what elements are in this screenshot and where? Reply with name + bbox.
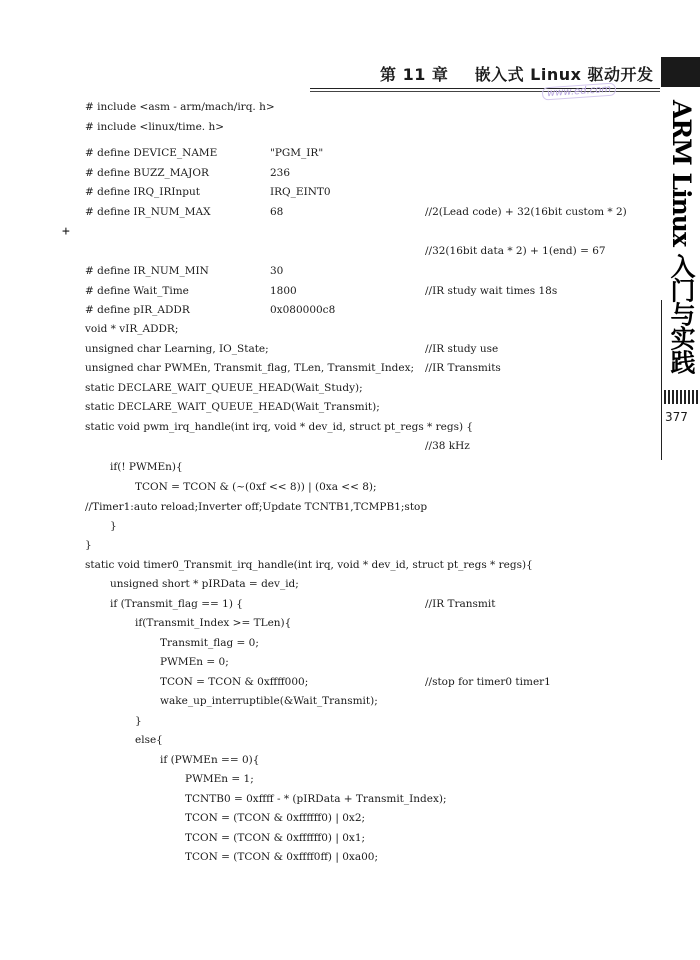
side-decoration bbox=[664, 390, 698, 404]
code-line: # define Wait_Time bbox=[85, 285, 189, 297]
code-line: TCNTB0 = 0xffff - * (pIRData + Transmit_Index); bbox=[185, 793, 447, 805]
code-value: IRQ_EINT0 bbox=[270, 186, 331, 198]
corner-block bbox=[661, 57, 700, 87]
chapter-number: 第 11 章 bbox=[380, 65, 449, 84]
code-line: if(Transmit_Index >= TLen){ bbox=[135, 617, 292, 629]
code-line: # define IR_NUM_MAX bbox=[85, 206, 211, 218]
code-value: 0x080000c8 bbox=[270, 304, 336, 316]
code-value: 236 bbox=[270, 167, 291, 179]
code-comment: //32(16bit data * 2) + 1(end) = 67 bbox=[425, 245, 606, 257]
code-line: static void timer0_Transmit_irq_handle(int irq, void * dev_id, struct pt_regs * regs){ bbox=[85, 559, 533, 571]
code-line: # define pIR_ADDR bbox=[85, 304, 190, 316]
code-line: if(! PWMEn){ bbox=[110, 461, 183, 473]
code-line: PWMEn = 1; bbox=[185, 773, 254, 785]
margin-mark: + bbox=[62, 224, 70, 239]
code-line: void * vIR_ADDR; bbox=[85, 323, 179, 335]
code-line: TCON = TCON & 0xffff000; bbox=[160, 676, 309, 688]
code-line: } bbox=[110, 520, 117, 532]
code-line: TCON = (TCON & 0xffffff0) | 0x2; bbox=[185, 812, 366, 824]
code-line: unsigned char Learning, IO_State; bbox=[85, 343, 269, 355]
code-line: static DECLARE_WAIT_QUEUE_HEAD(Wait_Transmit); bbox=[85, 401, 380, 413]
code-line: TCON = TCON & (~(0xf << 8)) | (0xa << 8); bbox=[135, 481, 377, 493]
code-comment: //2(Lead code) + 32(16bit custom * 2) bbox=[425, 206, 627, 218]
code-line: unsigned char PWMEn, Transmit_flag, TLen, Transmit_Index; bbox=[85, 362, 415, 374]
code-comment: //IR study use bbox=[425, 343, 499, 355]
code-line: # define BUZZ_MAJOR bbox=[85, 167, 209, 179]
code-value: 1800 bbox=[270, 285, 297, 297]
code-line: else{ bbox=[135, 734, 163, 746]
chapter-title: 嵌入式 Linux 驱动开发 bbox=[474, 65, 654, 84]
code-comment: //38 kHz bbox=[425, 440, 470, 452]
page-number: 377 bbox=[665, 410, 688, 424]
code-line: } bbox=[85, 539, 92, 551]
code-line: # define IRQ_IRInput bbox=[85, 186, 200, 198]
code-line: unsigned short * pIRData = dev_id; bbox=[110, 578, 299, 590]
code-line: # include <linux/time. h> bbox=[85, 121, 225, 133]
code-comment: //IR Transmit bbox=[425, 598, 496, 610]
code-line: TCON = (TCON & 0xffff0ff) | 0xa00; bbox=[185, 851, 378, 863]
code-line: Transmit_flag = 0; bbox=[160, 637, 259, 649]
code-line: } bbox=[135, 715, 142, 727]
code-value: 30 bbox=[270, 265, 284, 277]
code-line: TCON = (TCON & 0xffffff0) | 0x1; bbox=[185, 832, 366, 844]
chapter-header bbox=[380, 62, 654, 85]
side-rule bbox=[661, 300, 662, 460]
code-comment: //stop for timer0 timer1 bbox=[425, 676, 551, 688]
watermark-stamp: www.ed.com bbox=[542, 82, 617, 100]
code-line: wake_up_interruptible(&Wait_Transmit); bbox=[160, 695, 378, 707]
code-line: if (Transmit_flag == 1) { bbox=[110, 598, 243, 610]
code-value: 68 bbox=[270, 206, 284, 218]
code-comment: //Timer1:auto reload;Inverter off;Update TCNTB1,TCMPB1;stop bbox=[85, 501, 428, 513]
code-line: # define IR_NUM_MIN bbox=[85, 265, 209, 277]
code-comment: //IR Transmits bbox=[425, 362, 501, 374]
code-line: # include <asm - arm/mach/irq. h> bbox=[85, 101, 275, 113]
code-value: "PGM_IR" bbox=[270, 147, 324, 159]
code-line: static DECLARE_WAIT_QUEUE_HEAD(Wait_Study); bbox=[85, 382, 363, 394]
code-line: if (PWMEn == 0){ bbox=[160, 754, 260, 766]
code-line: PWMEn = 0; bbox=[160, 656, 229, 668]
side-book-title: ARM Linux 入门与实践 bbox=[667, 100, 696, 374]
code-line: # define DEVICE_NAME bbox=[85, 147, 218, 159]
code-line: static void pwm_irq_handle(int irq, void * dev_id, struct pt_regs * regs) { bbox=[85, 421, 474, 433]
code-comment: //IR study wait times 18s bbox=[425, 285, 558, 297]
